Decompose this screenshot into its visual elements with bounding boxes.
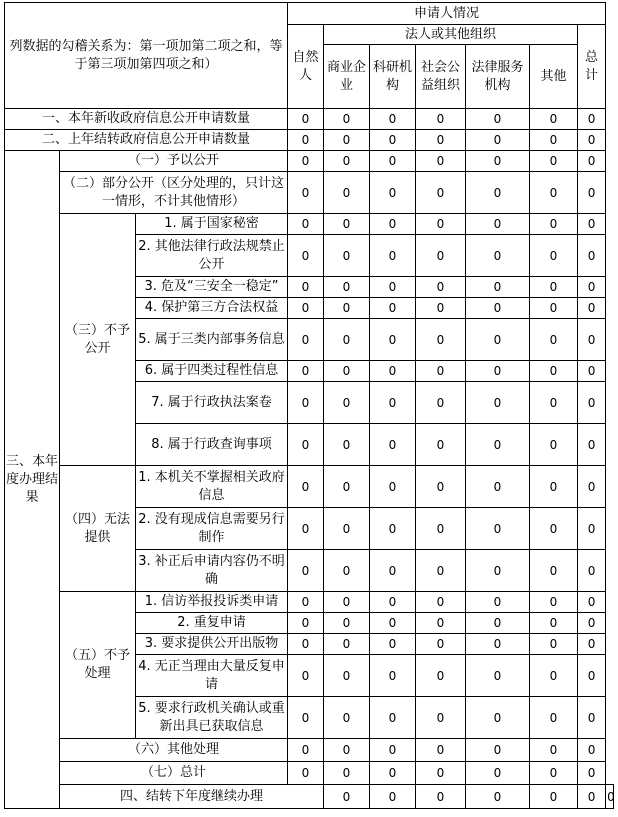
- cell-value: 0: [288, 655, 324, 697]
- cell-value: 0: [530, 235, 578, 277]
- cell-value: 0: [466, 151, 530, 172]
- cell-value: 0: [370, 130, 416, 151]
- cell-value: 0: [466, 785, 530, 809]
- cell-value: 0: [370, 785, 416, 809]
- row-label: 2. 重复申请: [136, 613, 288, 634]
- cell-value: 0: [324, 277, 370, 298]
- cell-value: 0: [530, 466, 578, 508]
- cell-value: 0: [530, 214, 578, 235]
- cell-value: 0: [324, 130, 370, 151]
- header-row-1: [5, 3, 614, 25]
- cell-value: 0: [416, 613, 466, 634]
- row-label: 一、本年新收政府信息公开申请数量: [5, 109, 288, 130]
- cell-value: 0: [530, 634, 578, 655]
- cell-value: 0: [416, 466, 466, 508]
- cell-value: 0: [416, 508, 466, 550]
- cell-value: 0: [466, 592, 530, 613]
- cell-value: 0: [370, 466, 416, 508]
- cell-value: 0: [466, 762, 530, 785]
- cell-value: 0: [530, 361, 578, 382]
- cell-value: 0: [578, 655, 606, 697]
- cell-value: 0: [288, 298, 324, 319]
- cell-value: 0: [288, 172, 324, 214]
- cell-value: 0: [324, 739, 370, 762]
- header-col-research: 科研机构: [370, 45, 416, 109]
- header-col-other: 其他: [530, 45, 578, 109]
- cell-value: 0: [324, 298, 370, 319]
- table-row: [5, 172, 614, 214]
- cell-value: 0: [288, 130, 324, 151]
- cell-value: 0: [578, 235, 606, 277]
- cell-value: 0: [370, 550, 416, 592]
- table-row: [5, 130, 614, 151]
- row-label: （一）予以公开: [60, 151, 288, 172]
- cell-value: 0: [466, 235, 530, 277]
- cell-value: 0: [578, 592, 606, 613]
- table-row: [5, 762, 614, 785]
- cell-value: 0: [466, 361, 530, 382]
- cell-value: 0: [370, 697, 416, 739]
- cell-value: 0: [416, 361, 466, 382]
- row-label: 1. 信访举报投诉类申请: [136, 592, 288, 613]
- row-label: （七）总计: [60, 762, 288, 785]
- cell-value: 0: [370, 319, 416, 361]
- cell-value: 0: [324, 235, 370, 277]
- cell-value: 0: [416, 762, 466, 785]
- cell-value: 0: [288, 592, 324, 613]
- cell-value: 0: [416, 151, 466, 172]
- table-row: [5, 739, 614, 762]
- cell-value: 0: [370, 634, 416, 655]
- cell-value: 0: [466, 424, 530, 466]
- row-label: 7. 属于行政执法案卷: [136, 382, 288, 424]
- cell-value: 0: [324, 785, 370, 809]
- cell-value: 0: [416, 592, 466, 613]
- cell-value: 0: [530, 697, 578, 739]
- cell-value: 0: [324, 466, 370, 508]
- cell-value: 0: [324, 762, 370, 785]
- table-row: [5, 109, 614, 130]
- cell-value: 0: [416, 739, 466, 762]
- cell-value: 0: [370, 762, 416, 785]
- cell-value: 0: [416, 277, 466, 298]
- cell-value: 0: [288, 613, 324, 634]
- cell-value: 0: [324, 214, 370, 235]
- cell-value: 0: [530, 130, 578, 151]
- cell-value: 0: [288, 634, 324, 655]
- cell-value: 0: [288, 277, 324, 298]
- row-label: 3. 危及“三安全一稳定”: [136, 277, 288, 298]
- cell-value: 0: [416, 214, 466, 235]
- cell-value: 0: [324, 655, 370, 697]
- cell-value: 0: [530, 613, 578, 634]
- row-label: 2. 没有现成信息需要另行制作: [136, 508, 288, 550]
- cell-value: 0: [370, 298, 416, 319]
- cell-value: 0: [578, 508, 606, 550]
- cell-value: 0: [288, 235, 324, 277]
- group-5-label: （五）不予处理: [60, 592, 136, 739]
- row-label: 5. 要求行政机关确认或重新出具已获取信息: [136, 697, 288, 739]
- cell-value: 0: [466, 739, 530, 762]
- header-applicant-group: 申请人情况: [288, 3, 606, 25]
- table-row: [5, 785, 614, 809]
- cell-value: 0: [466, 298, 530, 319]
- cell-value: 0: [530, 550, 578, 592]
- cell-value: 0: [578, 151, 606, 172]
- row-label: （二）部分公开（区分处理的，只计这一情形，不计其他情形）: [60, 172, 288, 214]
- cell-value: 0: [416, 172, 466, 214]
- cell-value: 0: [370, 655, 416, 697]
- cell-value: 0: [466, 697, 530, 739]
- cell-value: 0: [416, 319, 466, 361]
- cell-value: 0: [466, 277, 530, 298]
- cell-value: 0: [530, 785, 578, 809]
- cell-value: 0: [324, 424, 370, 466]
- cell-value: 0: [530, 172, 578, 214]
- cell-value: 0: [324, 319, 370, 361]
- cell-value: 0: [370, 172, 416, 214]
- group-3-label: （三）不予公开: [60, 214, 136, 466]
- cell-value: 0: [324, 613, 370, 634]
- cell-value: 0: [530, 298, 578, 319]
- cell-value: 0: [288, 214, 324, 235]
- cell-value: 0: [466, 319, 530, 361]
- cell-value: 0: [578, 739, 606, 762]
- cell-value: 0: [288, 361, 324, 382]
- cell-value: 0: [578, 785, 606, 809]
- row-label: 6. 属于四类过程性信息: [136, 361, 288, 382]
- cell-value: 0: [530, 151, 578, 172]
- cell-value: 0: [578, 172, 606, 214]
- row-label: （六）其他处理: [60, 739, 288, 762]
- cell-value: 0: [416, 130, 466, 151]
- cell-value: 0: [466, 550, 530, 592]
- header-total: 总计: [578, 25, 606, 109]
- cell-value: 0: [416, 235, 466, 277]
- cell-value: 0: [370, 382, 416, 424]
- cell-value: 0: [466, 508, 530, 550]
- cell-value: 0: [288, 550, 324, 592]
- cell-value: 0: [288, 508, 324, 550]
- cell-value: 0: [606, 785, 614, 809]
- cell-value: 0: [578, 466, 606, 508]
- cell-value: 0: [530, 382, 578, 424]
- table-row: [5, 466, 614, 508]
- row-label: 1. 本机关不掌握相关政府信息: [136, 466, 288, 508]
- cell-value: 0: [578, 613, 606, 634]
- cell-value: 0: [578, 762, 606, 785]
- cell-value: 0: [288, 762, 324, 785]
- cell-value: 0: [416, 655, 466, 697]
- cell-value: 0: [416, 550, 466, 592]
- cell-value: 0: [578, 382, 606, 424]
- cell-value: 0: [370, 361, 416, 382]
- cell-value: 0: [578, 277, 606, 298]
- header-col-legal-service: 法律服务机构: [466, 45, 530, 109]
- cell-value: 0: [370, 151, 416, 172]
- cell-value: 0: [466, 634, 530, 655]
- row-label: 3. 要求提供公开出版物: [136, 634, 288, 655]
- cell-value: 0: [578, 214, 606, 235]
- cell-value: 0: [370, 739, 416, 762]
- cell-value: 0: [578, 550, 606, 592]
- cell-value: 0: [416, 382, 466, 424]
- table-row: [5, 592, 614, 613]
- header-natural-person: 自然人: [288, 25, 324, 109]
- cell-value: 0: [578, 424, 606, 466]
- header-col-public-welfare: 社会公益组织: [416, 45, 466, 109]
- header-legal-group: 法人或其他组织: [324, 25, 578, 45]
- cell-value: 0: [288, 739, 324, 762]
- cell-value: 0: [288, 697, 324, 739]
- cell-value: 0: [530, 424, 578, 466]
- cell-value: 0: [578, 361, 606, 382]
- cell-value: 0: [324, 361, 370, 382]
- cell-value: 0: [530, 319, 578, 361]
- cell-value: 0: [530, 655, 578, 697]
- cell-value: 0: [416, 634, 466, 655]
- cell-value: 0: [324, 697, 370, 739]
- cell-value: 0: [578, 319, 606, 361]
- cell-value: 0: [324, 550, 370, 592]
- statistics-table: [4, 2, 614, 809]
- cell-value: 0: [530, 592, 578, 613]
- cell-value: 0: [370, 109, 416, 130]
- row-label: 四、结转下年度继续办理: [60, 785, 324, 809]
- cell-value: 0: [370, 277, 416, 298]
- cell-value: 0: [288, 151, 324, 172]
- cell-value: 0: [416, 424, 466, 466]
- cell-value: 0: [530, 762, 578, 785]
- cell-value: 0: [370, 235, 416, 277]
- row-label: 8. 属于行政查询事项: [136, 424, 288, 466]
- cell-value: 0: [370, 214, 416, 235]
- cell-value: 0: [370, 613, 416, 634]
- row-label: 1. 属于国家秘密: [136, 214, 288, 235]
- cell-value: 0: [578, 634, 606, 655]
- cell-value: 0: [416, 109, 466, 130]
- cell-value: 0: [324, 109, 370, 130]
- cell-value: 0: [466, 214, 530, 235]
- cell-value: 0: [370, 592, 416, 613]
- cell-value: 0: [370, 508, 416, 550]
- cell-value: 0: [578, 130, 606, 151]
- cell-value: 0: [324, 151, 370, 172]
- cell-value: 0: [324, 508, 370, 550]
- header-col-business: 商业企业: [324, 45, 370, 109]
- row-label: 4. 无正当理由大量反复申请: [136, 655, 288, 697]
- cell-value: 0: [530, 109, 578, 130]
- row-label: 3. 补正后申请内容仍不明确: [136, 550, 288, 592]
- cell-value: 0: [416, 697, 466, 739]
- table-row: [5, 214, 614, 235]
- cell-value: 0: [466, 655, 530, 697]
- cell-value: 0: [530, 739, 578, 762]
- cell-value: 0: [324, 592, 370, 613]
- cell-value: 0: [578, 109, 606, 130]
- row-label: 5. 属于三类内部事务信息: [136, 319, 288, 361]
- cell-value: 0: [324, 634, 370, 655]
- cell-value: 0: [466, 109, 530, 130]
- cell-value: 0: [288, 466, 324, 508]
- header-corner: 列数据的勾稽关系为：第一项加第二项之和，等于第三项加第四项之和）: [5, 3, 288, 109]
- cell-value: 0: [466, 613, 530, 634]
- cell-value: 0: [416, 785, 466, 809]
- cell-value: 0: [416, 298, 466, 319]
- cell-value: 0: [466, 466, 530, 508]
- cell-value: 0: [530, 277, 578, 298]
- cell-value: 0: [466, 172, 530, 214]
- cell-value: 0: [288, 382, 324, 424]
- cell-value: 0: [324, 382, 370, 424]
- cell-value: 0: [466, 130, 530, 151]
- cell-value: 0: [578, 298, 606, 319]
- cell-value: 0: [578, 697, 606, 739]
- cell-value: 0: [288, 109, 324, 130]
- cell-value: 0: [324, 172, 370, 214]
- cell-value: 0: [288, 424, 324, 466]
- row-label: 2. 其他法律行政法规禁止公开: [136, 235, 288, 277]
- cell-value: 0: [370, 424, 416, 466]
- row-label: 4. 保护第三方合法权益: [136, 298, 288, 319]
- cell-value: 0: [466, 382, 530, 424]
- group-4-label: （四）无法提供: [60, 466, 136, 592]
- section-3-label: 三、本年度办理结果: [5, 151, 60, 809]
- cell-value: 0: [530, 508, 578, 550]
- table-row: [5, 151, 614, 172]
- row-label: 二、上年结转政府信息公开申请数量: [5, 130, 288, 151]
- cell-value: 0: [288, 319, 324, 361]
